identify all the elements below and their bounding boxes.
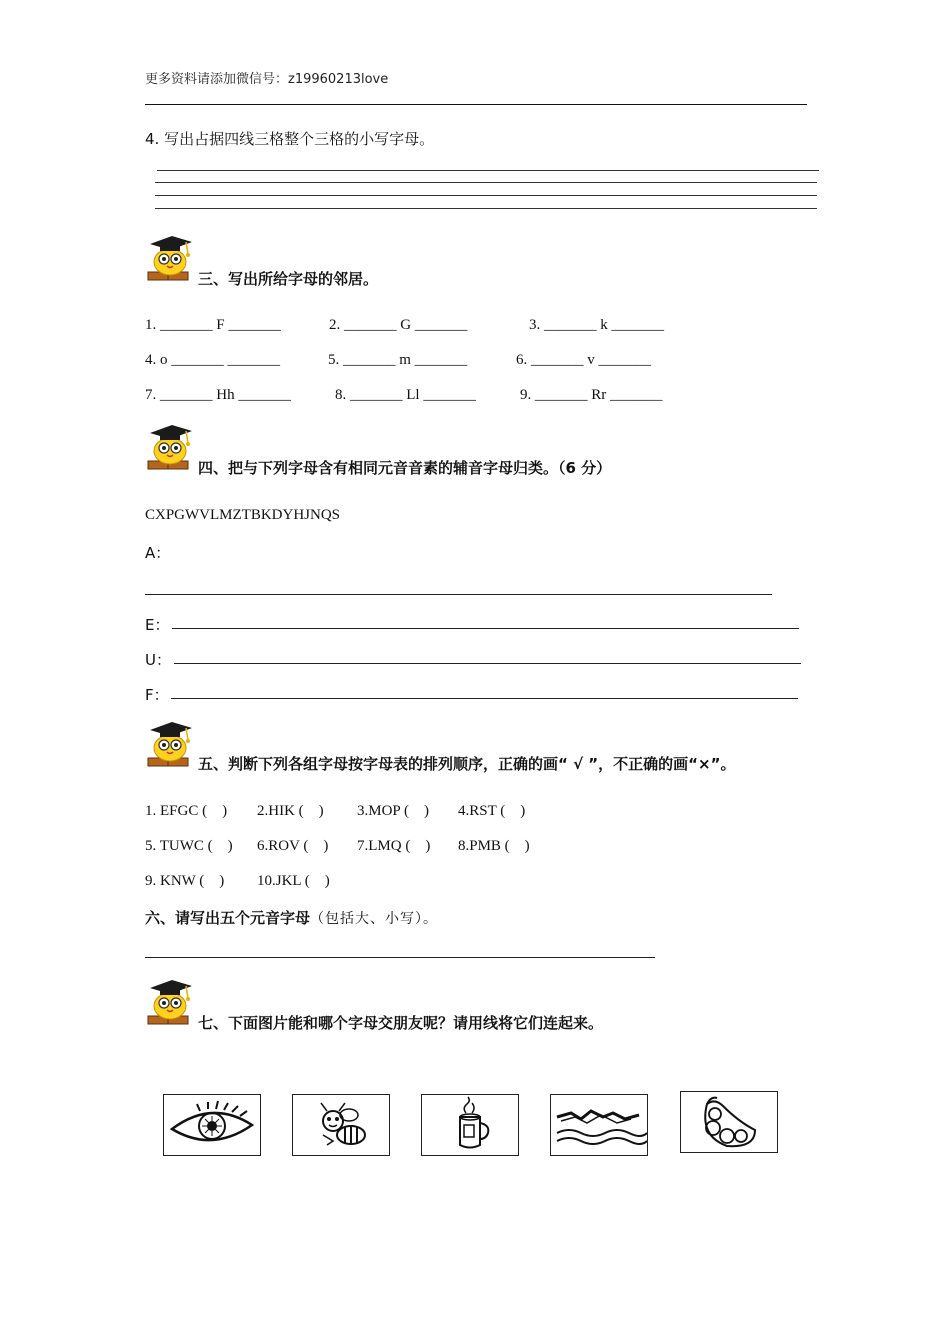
neighbor-item: 4. o _______ _______: [145, 352, 280, 368]
eye-icon: [164, 1095, 260, 1155]
section-6-title-block: [145, 907, 438, 928]
neighbor-item: 9. _______ Rr _______: [520, 387, 663, 403]
order-item: 4.RST ( ): [458, 803, 526, 819]
order-item: 5. TUWC ( ): [145, 838, 233, 854]
section-5-title: 五、判断下列各组字母按字母表的排列顺序，正确的画“ √ ”，不正确的画“×”。: [198, 755, 736, 773]
water-waves-icon: [551, 1095, 647, 1155]
group-u-answer-line[interactable]: [174, 663, 801, 664]
order-item: 7.LMQ ( ): [357, 838, 431, 854]
section-6-title: 六、请写出五个元音字母: [145, 909, 311, 927]
group-u-label: U：: [145, 651, 171, 669]
order-item: 2.HIK ( ): [257, 803, 324, 819]
bee-picture[interactable]: [292, 1094, 390, 1156]
page-header: 更多资料请添加微信号：z19960213love: [145, 72, 389, 87]
order-item: 9. KNW ( ): [145, 873, 225, 889]
neighbor-item: 8. _______ Ll _______: [335, 387, 476, 403]
section-6-note: （包括大、小写）。: [310, 911, 439, 927]
graduate-mascot-icon: [142, 972, 196, 1028]
header-rule: [145, 104, 807, 105]
cup-picture[interactable]: [421, 1094, 519, 1156]
graduate-mascot-icon: [142, 417, 196, 473]
bee-icon: [293, 1095, 389, 1155]
order-item: 6.ROV ( ): [257, 838, 329, 854]
group-a-label: A：: [145, 544, 171, 562]
section-3-title: 三、写出所给字母的邻居。: [198, 270, 379, 288]
pea-pod-icon: [681, 1092, 777, 1152]
eye-picture[interactable]: [163, 1094, 261, 1156]
neighbor-item: 3. _______ k _______: [529, 317, 664, 333]
group-e-label: E：: [145, 616, 170, 634]
order-item: 3.MOP ( ): [357, 803, 429, 819]
vowel-answer-line[interactable]: [145, 957, 655, 958]
neighbor-item: 6. _______ v _______: [516, 352, 651, 368]
order-item: 10.JKL ( ): [257, 873, 330, 889]
pea-pod-picture[interactable]: [680, 1091, 778, 1153]
graduate-mascot-icon: [142, 714, 196, 770]
neighbor-item: 1. _______ F _______: [145, 317, 281, 333]
neighbor-item: 2. _______ G _______: [329, 317, 468, 333]
group-a-answer-line[interactable]: [145, 594, 772, 595]
water-picture[interactable]: [550, 1094, 648, 1156]
four-line-grid: [155, 168, 817, 212]
letter-string: CXPGWVLMZTBKDYHJNQS: [145, 507, 341, 523]
order-item: 8.PMB ( ): [458, 838, 530, 854]
group-e-answer-line[interactable]: [172, 628, 799, 629]
order-item: 1. EFGC ( ): [145, 803, 228, 819]
neighbor-item: 7. _______ Hh _______: [145, 387, 291, 403]
q4-prompt: 4. 写出占据四线三格整个三格的小写字母。: [145, 130, 435, 148]
graduate-mascot-icon: [142, 228, 196, 284]
neighbor-item: 5. _______ m _______: [328, 352, 468, 368]
group-f-label: F：: [145, 686, 169, 704]
cup-icon: [422, 1095, 518, 1155]
group-f-answer-line[interactable]: [171, 698, 798, 699]
section-4-title: 四、把与下列字母含有相同元音音素的辅音字母归类。（6 分）: [198, 459, 612, 477]
section-7-title: 七、下面图片能和哪个字母交朋友呢？请用线将它们连起来。: [198, 1014, 604, 1032]
